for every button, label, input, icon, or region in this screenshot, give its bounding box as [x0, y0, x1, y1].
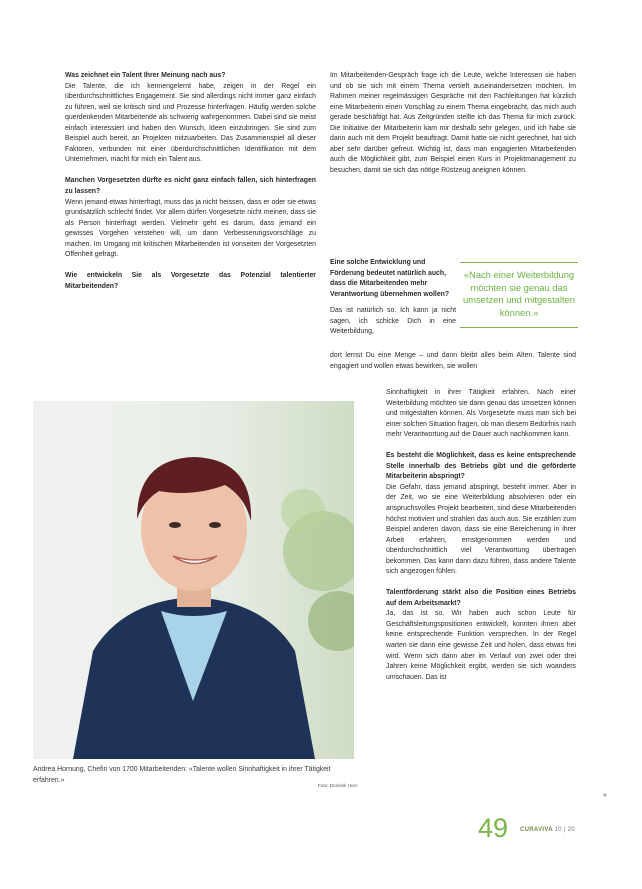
answer: Das ist natürlich so. Ich kann ja nicht sagen, ich schicke Dich in eine Weiterbildung,	[330, 307, 456, 336]
body-text: dort lernst Du eine Menge – und dann bleibt alles beim Alten. Talente sind engagiert und wollen etwas bewirken, sie wollen	[330, 352, 576, 370]
right-continuation	[330, 351, 576, 372]
answer: Wenn jemand etwas hinterfragt, muss das ja nicht heissen, dass er oder sie etwas grundsätzlich schlecht findet. Vor allem dürfen Vorgesetzte nicht meinen, dass sie als Person hinterfragt werden. Vielmehr geht es darum, dass jemand ein gewisses Vorgehen verstehen will, um dann Verbesserungsvorschläge zu machen. Im Umgang mit kritischen Mitarbeitenden ist vonseiten der Vorgesetzten Offenheit gefragt.	[65, 198, 316, 259]
narrow-block	[330, 258, 456, 338]
qa-block	[386, 451, 576, 578]
pull-quote: «Nach einer Weiterbildung möchten sie genau das umsetzen und mitgestalten können.»	[460, 262, 578, 328]
magazine-name	[520, 827, 575, 833]
portrait-photo	[33, 401, 354, 759]
issue-number: 10 | 20	[554, 827, 575, 833]
answer: Die Talente, die ich kennengelernt habe, zeigen in der Regel ein überdurchschnittliches Engagement. Sie sind allerdings nicht immer ganz einfach zu führen, weil sie kritisch sind und Prozesse hinterfragen. Häufig werden solche querdenkenden Mitarbeitende als schwierig wahrgenommen. Dabei sind sie meist einfach interessiert und haben den Wunsch, Ideen einzubringen. Sie sind zum Beispiel auch bereit, an Projekten mitzuarbeiten. Das Zusammenspiel all dieser Faktoren, verbunden mit einer überdurchschnittlichen Identifikation mit dem Unternehmen, macht für mich ein Talent aus.	[65, 82, 316, 164]
right-column-lower	[386, 388, 576, 694]
magazine-title: CURAVIVA	[520, 827, 553, 833]
question: Was zeichnet ein Talent Ihrer Meinung nach aus?	[65, 72, 226, 79]
body-paragraph: Im Mitarbeitenden-Gespräch frage ich die Leute, welche Interessen sie haben und ob sie sich mit einem Thema vertieft auseinandersetzen möchten. Im Rahmen meiner regelmässigen Gespräche mit den Fachleitungen hat kürzlich eine Mitarbeiterin einen Vorschlag zu einem Thema eingebracht, das mich auch gerade beschäftigt hat. Aus Zeitgründen stellte ich das Thema für mich zurück. Die Initiative der Mitarbeiterin kam mir deshalb sehr gelegen, und ich habe sie dann auch mit dem Projekt beauftragt. Damit hatte sie nicht gerechnet, hat sich aber sehr darüber gefreut. Wichtig ist, dass man engagierten Mitarbeitenden auch die Möglichkeit gibt, zum Beispiel einen Kurs in Projektmanagement zu besuchen, damit sie sich das nötige Rüstzeug aneignen können.	[330, 72, 576, 174]
body-paragraph: Sinnhaftigkeit in ihrer Tätigkeit erfahren. Nach einer Weiterbildung möchten sie dann genau das umsetzen können und mitgestalten können. Als Vorgesetzte muss man sich bei einer solchen Situation fragen, ob man diesem Bedürfnis nach mehr Verantwortung auf die Dauer auch nachkommen kann.	[386, 389, 576, 439]
qa-block	[65, 71, 316, 166]
qa-block	[65, 271, 316, 292]
qa-block	[65, 176, 316, 260]
right-column-top	[330, 71, 576, 187]
page-number: 49	[478, 813, 509, 843]
answer: Ja, das ist so. Wir haben auch schon Leute für Geschäftsleitungspositionen entwickelt, konnten ihnen aber keine entsprechende Funktion versprechen. In der Regel warten sie dann eine gewisse Zeit und holen, dass etwas frei wird. Wenn sich dann aber im Verlauf von zwei oder drei Jahren keine Möglichkeit ergibt, werden sie sich woanders umschauen. Das ist	[386, 610, 576, 681]
question: Talentförderung stärkt also die Position eines Betriebs auf dem Arbeitsmarkt?	[386, 589, 576, 607]
qa-block	[386, 588, 576, 683]
continue-marker: »	[603, 792, 607, 799]
photo-caption: Andrea Hornung, Chefin von 1700 Mitarbeitenden: «Talente wollen Sinnhaftigkeit in ihrer Tätigkeit erfahren.»	[33, 766, 331, 784]
question: Es besteht die Möglichkeit, dass es keine entsprechende Stelle innerhalb des Betriebs gibt und die geförderte Mitarbeiterin abspringt?	[386, 452, 576, 481]
question: Manchen Vorgesetzten dürfte es nicht ganz einfach fallen, sich hinterfragen zu lassen?	[65, 177, 316, 195]
photo-credit: Foto: Dominik Horn	[318, 783, 358, 788]
question: Wie entwickeln Sie als Vorgesetzte das Potenzial talentierter Mitarbeitenden?	[65, 272, 316, 290]
question: Eine solche Entwicklung und Förderung bedeutet natürlich auch, dass die Mitarbeitenden mehr Verantwortung übernehmen wollen?	[330, 259, 450, 298]
left-column	[65, 71, 316, 303]
portrait-illustration	[33, 401, 354, 759]
answer: Die Gefahr, dass jemand abspringt, besteht immer. Aber in der Zeit, wo sie eine Weiterbildung absolvieren oder ein anspruchsvolles Projekt bearbeiten, sind diese Mitarbeitenden höchst motiviert und strahlen das auch aus. Sie erzählen zum Beispiel anderen davon, dass sie eine Bereicherung in ihrer Arbeit erfahren, ernstgenommen werden und überdurchschnittlich viel Verantwortung übertragen bekommen. Das kann dann dazu führen, dass andere Talente sich angezogen fühlen.	[386, 483, 576, 576]
